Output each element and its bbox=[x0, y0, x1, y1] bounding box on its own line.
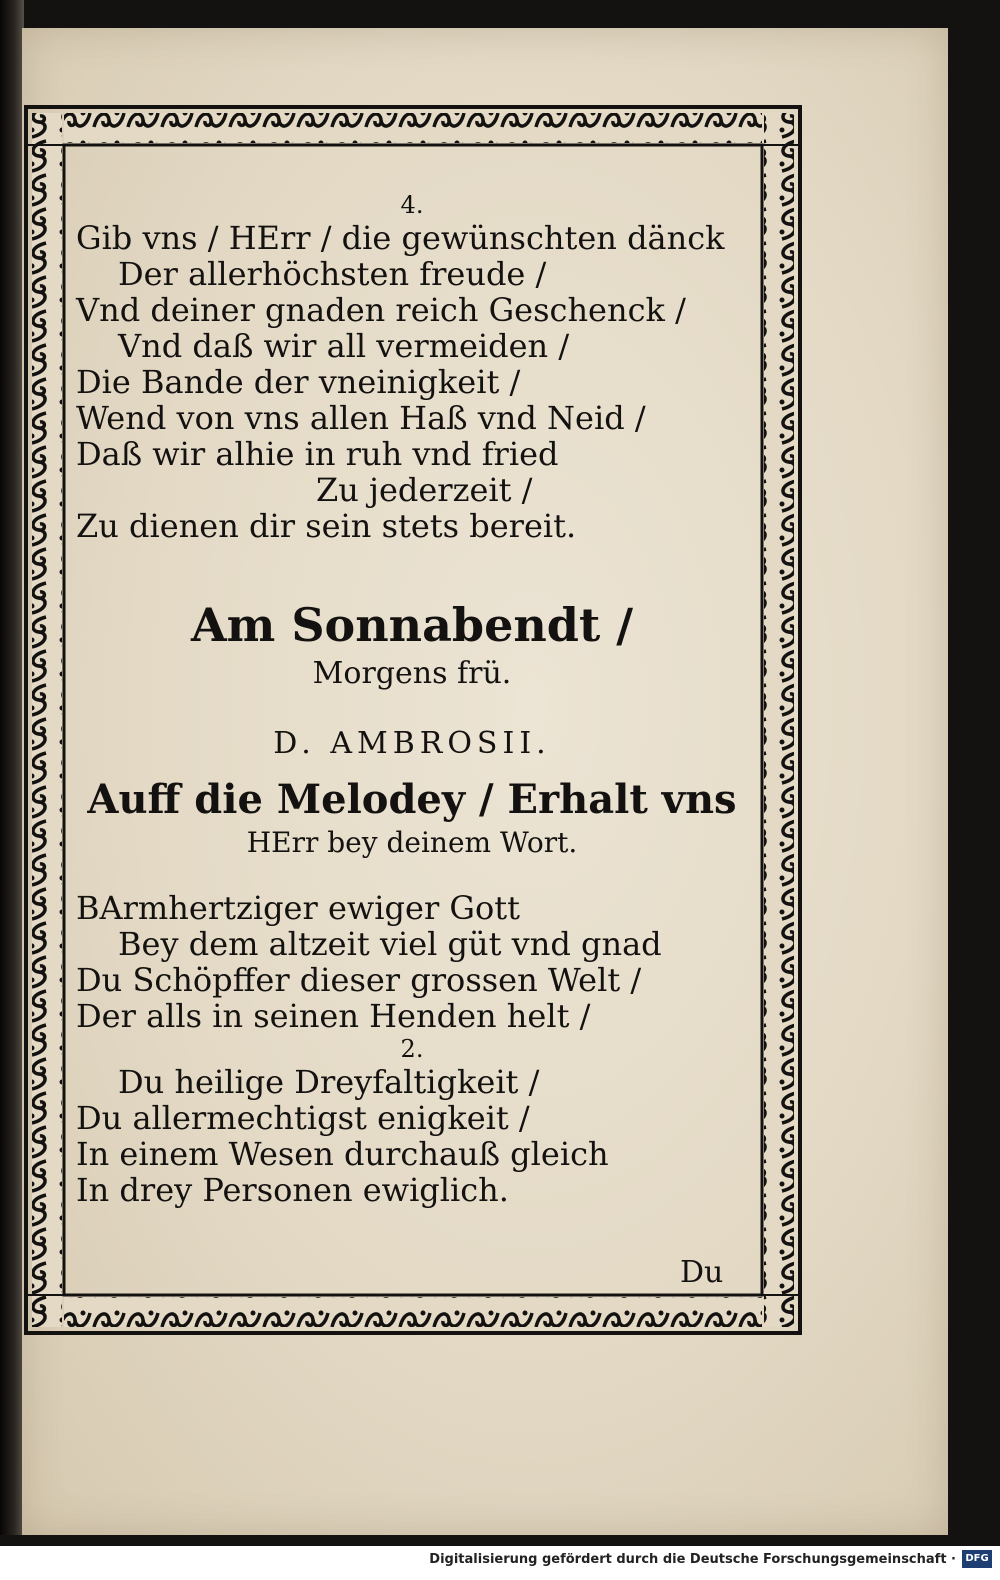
verse-line: Du Schöpffer dieser grossen Welt / bbox=[76, 961, 642, 999]
section-subtitle: Morgens frü. bbox=[312, 656, 512, 691]
stanza-number: 2. bbox=[400, 1035, 424, 1063]
verse-line: In einem Wesen durchauß gleich bbox=[76, 1135, 609, 1173]
verse-line: Zu jederzeit / bbox=[316, 471, 533, 509]
verse-line: Der alls in seinen Henden helt / bbox=[76, 997, 591, 1035]
melody-line: Auff die Melodey / Erhalt vns bbox=[87, 776, 737, 823]
author-line: D. AMBROSII. bbox=[273, 726, 551, 761]
funding-notice: Digitalisierung gefördert durch die Deutsche Forschungsgemeinschaft · bbox=[429, 1552, 956, 1567]
verse-line: Du heilige Dreyfaltigkeit / bbox=[118, 1063, 540, 1101]
catchword: Du bbox=[680, 1255, 724, 1290]
verse-line: BArmhertziger ewiger Gott bbox=[76, 889, 520, 927]
verse-line: Du allermechtigst enigkeit / bbox=[76, 1099, 530, 1137]
section-title: Am Sonnabendt / bbox=[190, 598, 634, 652]
verse-line: Vnd daß wir all vermeiden / bbox=[118, 327, 570, 365]
page-number: 4. bbox=[400, 191, 424, 219]
verse-line: Vnd deiner gnaden reich Geschenck / bbox=[76, 291, 686, 329]
stanza-1 bbox=[76, 220, 748, 544]
verse-line: Der allerhöchsten freude / bbox=[118, 255, 547, 293]
book-spine-shadow bbox=[0, 0, 24, 1535]
verse-line: In drey Personen ewiglich. bbox=[76, 1171, 509, 1209]
verse-line: Gib vns / HErr / die gewünschten dänck bbox=[76, 219, 725, 257]
page-text-block bbox=[76, 190, 748, 1208]
stanza-2 bbox=[76, 890, 748, 1034]
dfg-logo: DFG bbox=[962, 1550, 992, 1568]
verse-line: Wend von vns allen Haß vnd Neid / bbox=[76, 399, 646, 437]
verse-line: Zu dienen dir sein stets bereit. bbox=[76, 507, 577, 545]
melody-line-2: HErr bey deinem Wort. bbox=[246, 826, 578, 859]
verse-line: Daß wir alhie in ruh vnd fried bbox=[76, 435, 559, 473]
stanza-3 bbox=[76, 1064, 748, 1208]
verse-line: Bey dem altzeit viel güt vnd gnad bbox=[118, 925, 662, 963]
verse-line: Die Bande der vneinigkeit / bbox=[76, 363, 521, 401]
